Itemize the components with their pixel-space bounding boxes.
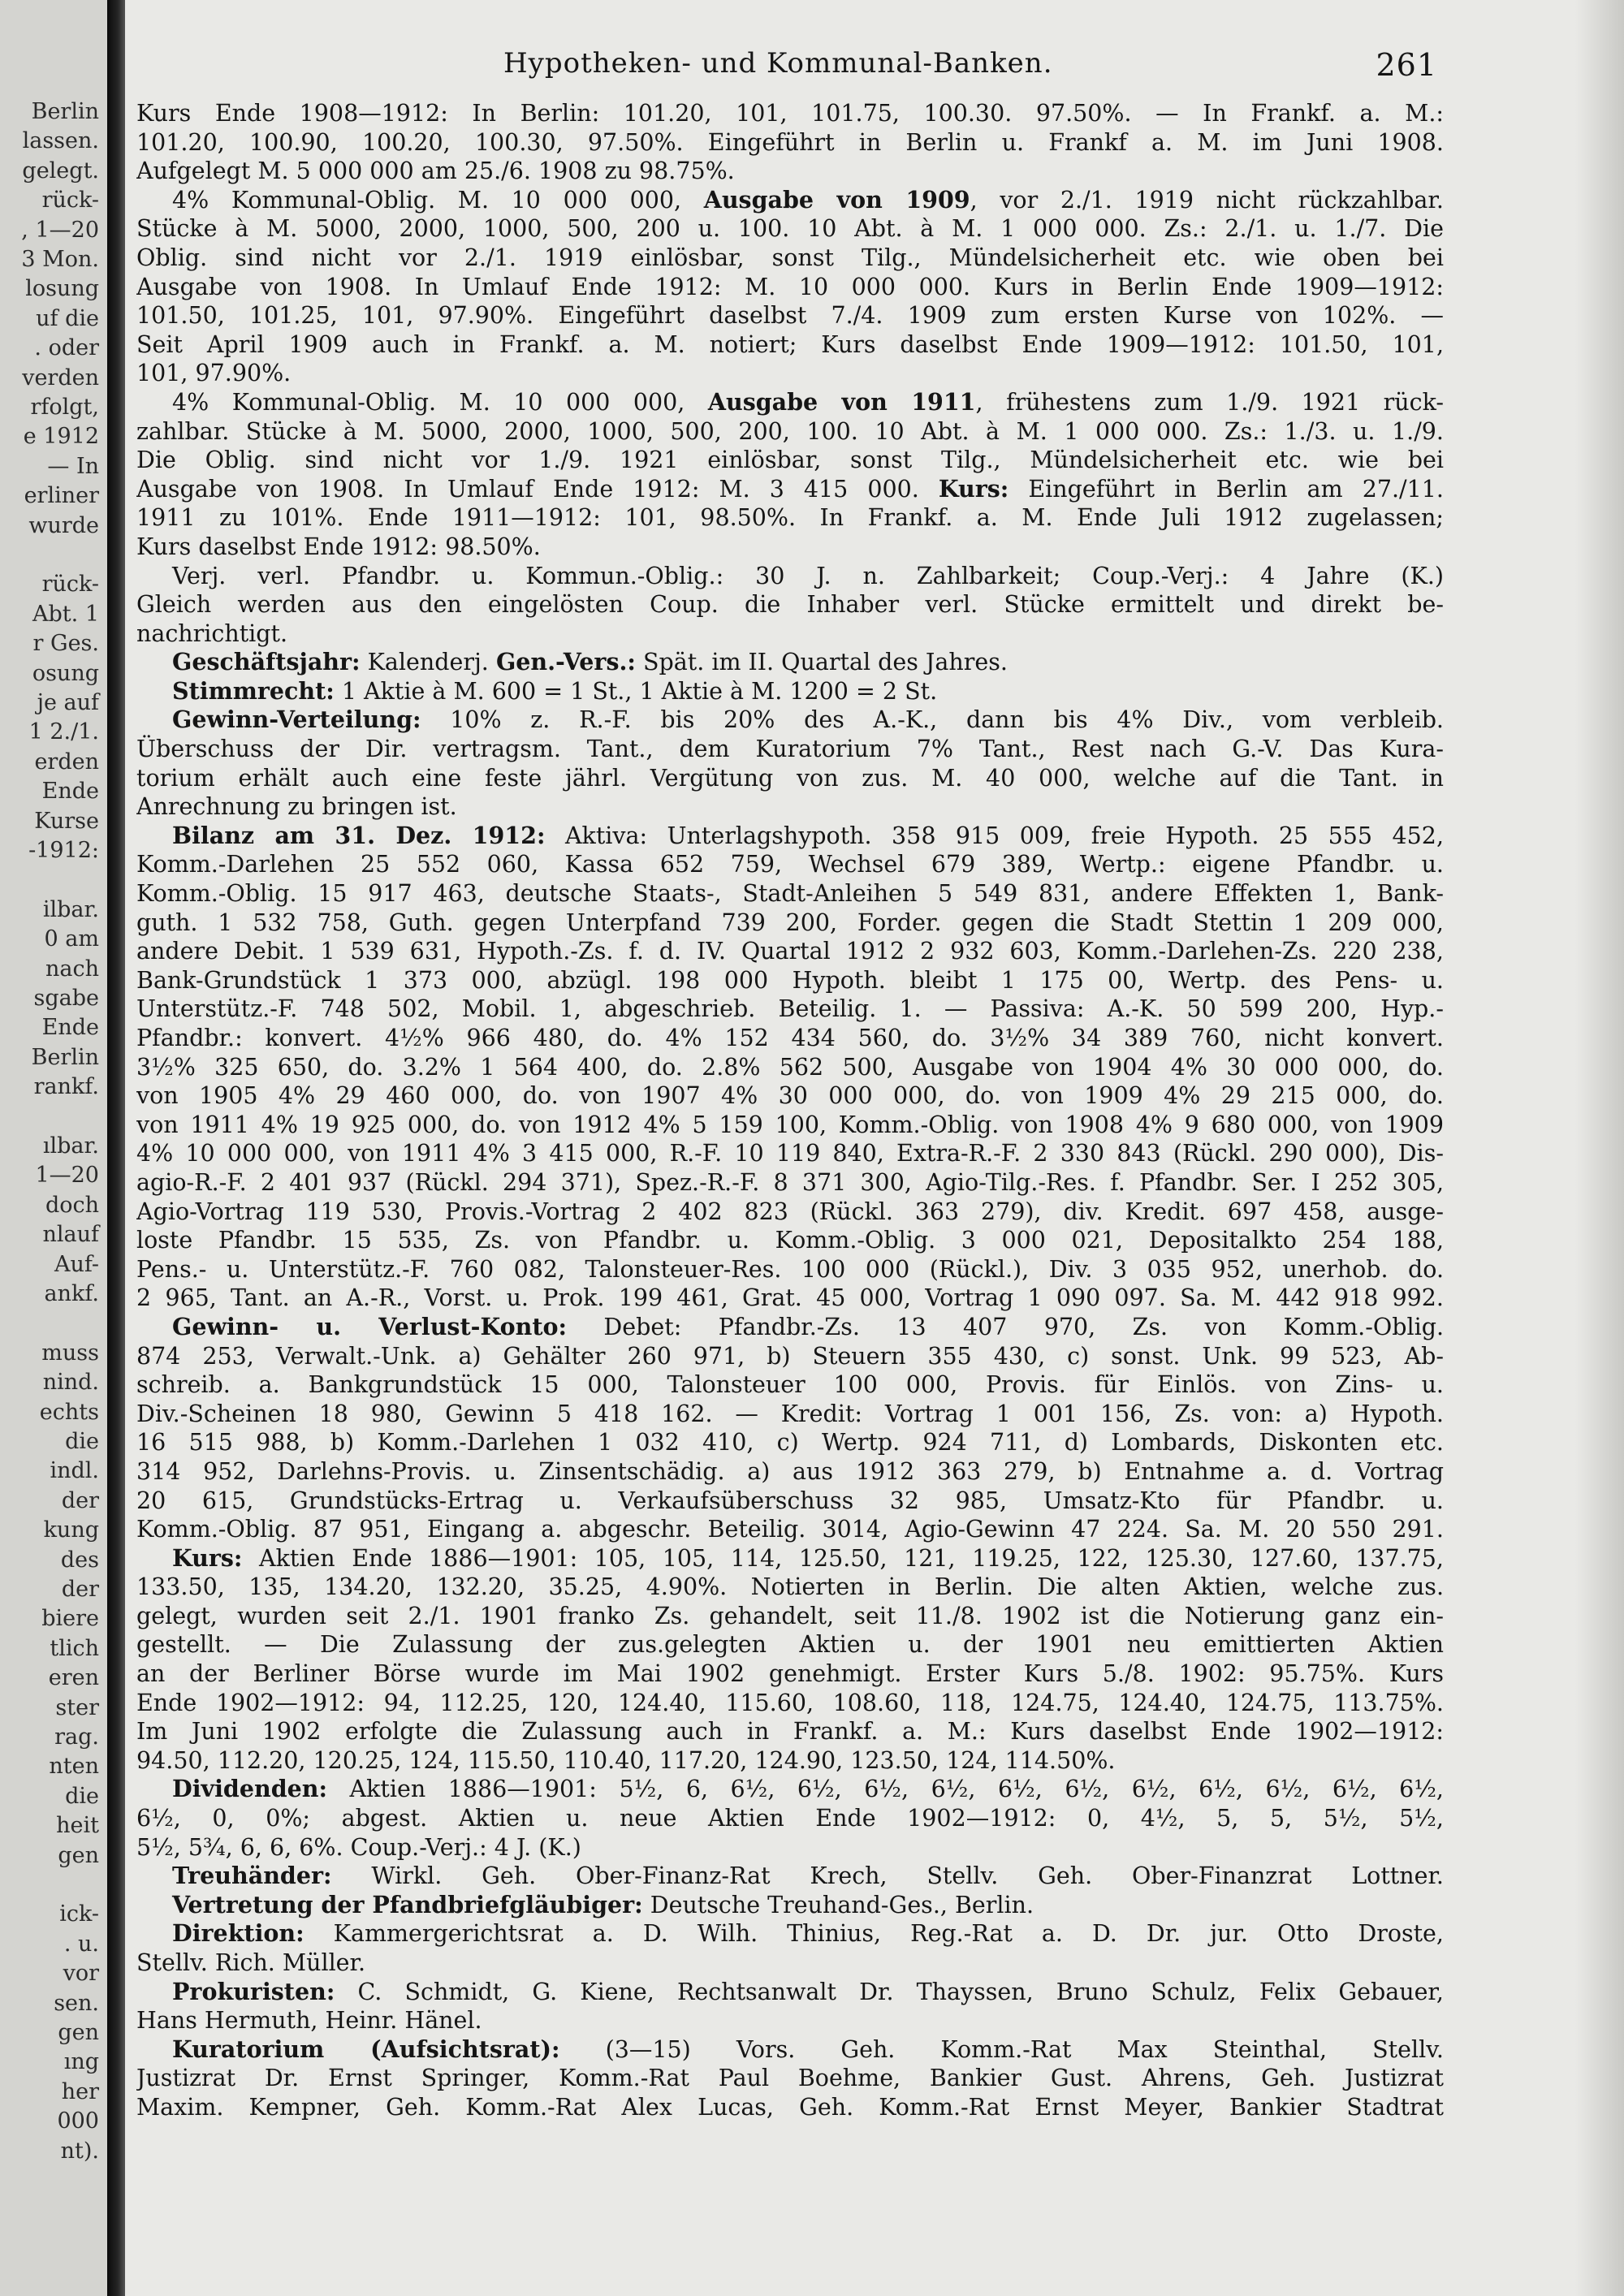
left-fragment-line: heit	[56, 1813, 99, 1839]
text-line: torium erhält auch eine feste jährl. Vergütung von zus. M. 40 000, welche auf die Tant. in	[136, 764, 1444, 792]
left-fragment-line: echts	[39, 1399, 99, 1425]
left-fragment-line: 1 2./1.	[28, 719, 99, 745]
left-fragment-line: , 1—20	[21, 217, 99, 243]
text-line: 101, 97.90%.	[136, 360, 292, 387]
left-fragment-line: rück-	[41, 572, 99, 598]
text-line: von 1911 4% 19 925 000, do. von 1912 4% 5 159 100, Komm.-Oblig. von 1908 4% 9 680 000, von 1909	[136, 1111, 1444, 1138]
text-line: Geschäftsjahr: Kalenderj. Gen.-Vers.: Spät. im II. Quartal des Jahres.	[172, 648, 1008, 676]
left-fragment-line: des	[60, 1547, 99, 1573]
left-fragment-line: nt).	[60, 2138, 99, 2164]
text-line: Agio-Vortrag 119 530, Provis.-Vortrag 2 402 823 (Rückl. 363 279), div. Kredit. 697 458, ausge-	[136, 1198, 1444, 1225]
left-fragment-line: ilbar.	[42, 896, 99, 922]
text-line: 4% 10 000 000, von 1911 4% 3 415 000, R.-F. 10 119 840, Extra-R.-F. 2 330 843 (Rückl. 290 000), Dis-	[136, 1140, 1444, 1167]
left-fragment-line: rfolgt,	[30, 395, 99, 420]
left-fragment-line: nind.	[42, 1370, 99, 1396]
left-fragment-line: Abt. 1	[32, 601, 99, 627]
left-page-margin-fragments	[0, 0, 107, 2296]
text-line: Überschuss der Dir. vertragsm. Tant., dem Kuratorium 7% Tant., Rest nach G.-V. Das Kura-	[136, 736, 1444, 763]
text-line: 20 615, Grundstücks-Ertrag u. Verkaufsüberschuss 32 985, Umsatz-Kto für Pfandbr. u.	[136, 1487, 1444, 1514]
left-fragment-line: wurde	[28, 512, 99, 538]
left-fragment-line: die	[65, 1429, 99, 1454]
text-line: Verj. verl. Pfandbr. u. Kommun.-Oblig.: 30 J. n. Zahlbarkeit; Coup.-Verj.: 4 Jahre (K.)	[172, 562, 1444, 589]
left-fragment-line: -1912:	[28, 838, 99, 863]
left-fragment-line: e 1912	[23, 424, 99, 450]
page-header	[503, 47, 1437, 88]
left-fragment-line: sgabe	[33, 986, 99, 1011]
left-fragment-line: Ende	[41, 1015, 99, 1041]
text-line: 874 253, Verwalt.-Unk. a) Gehälter 260 971, b) Steuern 355 430, c) sonst. Unk. 99 523, Ab-	[136, 1342, 1444, 1370]
left-fragment-line: Berlin	[31, 1044, 99, 1070]
text-line: schreib. a. Bankgrundstück 15 000, Talonsteuer 100 000, Provis. für Einlös. von Zins- u.	[136, 1371, 1444, 1399]
left-fragment-line: indl.	[50, 1458, 99, 1484]
left-fragment-line: rankf.	[33, 1074, 99, 1100]
right-edge-shadow	[1575, 0, 1624, 2296]
text-line: Oblig. sind nicht vor 2./1. 1919 einlösbar, sonst Tilg., Mündelsicherheit etc. wie oben bei	[136, 244, 1444, 271]
text-line: Dividenden: Aktien 1886—1901: 5½, 6, 6½, 6½, 6½, 6½, 6½, 6½, 6½, 6½, 6½, 6½, 6½,	[172, 1775, 1444, 1803]
text-line: 5½, 5¾, 6, 6, 6%. Coup.-Verj.: 4 J. (K.)	[136, 1833, 581, 1861]
text-line: nachrichtigt.	[136, 619, 288, 647]
text-line: 101.50, 101.25, 101, 97.90%. Eingeführt daselbst 7./4. 1909 zum ersten Kurse von 102%. —	[136, 302, 1444, 330]
text-line: Kurs Ende 1908—1912: In Berlin: 101.20, 101, 101.75, 100.30. 97.50%. — In Frankf. a. M.:	[136, 100, 1444, 127]
text-line: Bank-Grundstück 1 373 000, abzügl. 198 000 Hypoth. bleibt 1 175 00, Wertp. des Pens- u.	[136, 966, 1444, 994]
text-line: Stellv. Rich. Müller.	[136, 1949, 366, 1976]
left-fragment-line: die	[65, 1783, 99, 1809]
left-fragment-line: 000	[57, 2108, 99, 2134]
left-fragment-line: Ende	[41, 779, 99, 805]
left-fragment-line: — In	[47, 453, 99, 479]
text-line: Seit April 1909 auch in Frankf. a. M. notiert; Kurs daselbst Ende 1909—1912: 101.50, 101,	[136, 330, 1444, 358]
text-line: Die Oblig. sind nicht vor 1./9. 1921 einlösbar, sonst Tilg., Mündelsicherheit etc. wie bei	[136, 447, 1444, 474]
left-fragment-line: rück-	[41, 188, 99, 214]
left-fragment-line: kung	[43, 1517, 99, 1543]
text-line: Ausgabe von 1908. In Umlauf Ende 1912: M. 3 415 000. Kurs: Eingeführt in Berlin am 27./11.	[136, 474, 1444, 503]
text-line: Justizrat Dr. Ernst Springer, Komm.-Rat Paul Boehme, Bankier Gust. Ahrens, Geh. Justizrat	[136, 2065, 1444, 2092]
left-fragment-line: ılbar.	[42, 1133, 99, 1159]
text-line: Ausgabe von 1908. In Umlauf Ende 1912: M. 10 000 000. Kurs in Berlin Ende 1909—1912:	[136, 273, 1444, 300]
text-line: Gewinn- u. Verlust-Konto: Debet: Pfandbr.-Zs. 13 407 970, Zs. von Komm.-Oblig.	[172, 1312, 1444, 1340]
left-fragment-line: vor	[63, 1961, 99, 1987]
text-line: 6½, 0, 0%; abgest. Aktien u. neue Aktien Ende 1902—1912: 0, 4½, 5, 5, 5½, 5½,	[136, 1805, 1444, 1832]
left-fragment-line: muss	[41, 1340, 99, 1366]
text-line: gestellt. — Die Zulassung der zus.gelegten Aktien u. der 1901 neu emittierten Aktien	[136, 1631, 1444, 1659]
text-line: andere Debit. 1 539 631, Hypoth.-Zs. f. d. IV. Quartal 1912 2 932 603, Komm.-Darlehen-Zs. 220 238,	[136, 938, 1444, 965]
text-line: zahlbar. Stücke à M. 5000, 2000, 1000, 500, 200, 100. 10 Abt. à M. 1 000 000. Zs.: 1./3. u. 1./9.	[136, 417, 1444, 445]
left-fragment-line: der	[61, 1487, 99, 1513]
text-line: Vertretung der Pfandbriefgläubiger: Deutsche Treuhand-Ges., Berlin.	[172, 1890, 1034, 1918]
text-line: 4% Kommunal-Oblig. M. 10 000 000, Ausgabe von 1909, vor 2./1. 1919 nicht rückzahlbar.	[172, 185, 1444, 214]
left-fragment-line: Berlin	[31, 99, 99, 124]
left-fragment-line: . oder	[34, 335, 99, 361]
text-line: an der Berliner Börse wurde im Mai 1902 genehmigt. Erster Kurs 5./8. 1902: 95.75%. Kurs	[136, 1660, 1444, 1688]
text-line: Pfandbr.: konvert. 4½% 966 480, do. 4% 152 434 560, do. 3½% 34 389 760, nicht konvert.	[136, 1025, 1444, 1051]
text-line: Unterstütz.-F. 748 502, Mobil. 1, abgeschrieb. Beteilig. 1. — Passiva: A.-K. 50 599 200, Hyp.-	[136, 995, 1444, 1023]
left-fragment-line: rag.	[54, 1724, 99, 1750]
left-fragment-line: ick-	[59, 1901, 99, 1927]
left-fragment-line: doch	[45, 1192, 99, 1218]
left-fragment-line: lassen.	[22, 128, 99, 154]
text-line: 4% Kommunal-Oblig. M. 10 000 000, Ausgabe von 1911, frühestens zum 1./9. 1921 rück-	[172, 387, 1444, 416]
text-line: loste Pfandbr. 15 535, Zs. von Pfandbr. u. Komm.-Oblig. 3 000 021, Depositalkto 254 188,	[136, 1227, 1444, 1254]
left-fragment-line: nlauf	[42, 1222, 99, 1248]
text-line: Aufgelegt M. 5 000 000 am 25./6. 1908 zu 98.75%.	[136, 158, 735, 185]
left-fragment-line: 0 am	[44, 926, 99, 952]
text-line: Stimmrecht: 1 Aktie à M. 600 = 1 St., 1 Aktie à M. 1200 = 2 St.	[172, 676, 938, 705]
left-fragment-line: osung	[32, 660, 99, 686]
text-line: Treuhänder: Wirkl. Geh. Ober-Finanz-Rat Krech, Stellv. Geh. Ober-Finanzrat Lottner.	[172, 1862, 1444, 1890]
text-line: Komm.-Darlehen 25 552 060, Kassa 652 759, Wechsel 679 389, Wertp.: eigene Pfandbr. u.	[136, 851, 1444, 878]
left-fragment-line: uf die	[36, 305, 99, 331]
left-fragment-line: ster	[55, 1694, 99, 1720]
left-fragment-line: sen.	[54, 1990, 99, 2016]
text-line: Stücke à M. 5000, 2000, 1000, 500, 200 u. 100. 10 Abt. à M. 1 000 000. Zs.: 2./1. u. 1./7. Die	[136, 215, 1444, 243]
text-line: Kurs: Aktien Ende 1886—1901: 105, 105, 114, 125.50, 121, 119.25, 122, 125.30, 127.60, 137.75,	[172, 1543, 1444, 1572]
text-line: Komm.-Oblig. 15 917 463, deutsche Staats-, Stadt-Anleihen 5 549 831, andere Effekten 1, Bank-	[136, 880, 1444, 908]
text-line: Prokuristen: C. Schmidt, G. Kiene, Rechtsanwalt Dr. Thayssen, Bruno Schulz, Felix Gebauer,	[172, 1977, 1444, 2005]
text-line: Div.-Scheinen 18 980, Gewinn 5 418 162. — Kredit: Vortrag 1 001 156, Zs. von: a) Hypoth.	[136, 1400, 1444, 1427]
text-line: 2 965, Tant. an A.-R., Vorst. u. Prok. 199 461, Grat. 45 000, Vortrag 1 090 097. Sa. M. 442 918 992.	[136, 1284, 1444, 1312]
page-number: 261	[1376, 47, 1437, 83]
text-line: von 1905 4% 29 460 000, do. von 1907 4% 30 000 000, do. von 1909 4% 29 215 000, do.	[136, 1082, 1444, 1110]
text-line: Direktion: Kammergerichtsrat a. D. Wilh. Thinius, Reg.-Rat a. D. Dr. jur. Otto Droste,	[172, 1919, 1444, 1948]
text-line: Gleich werden aus den eingelösten Coup. die Inhaber verl. Stücke ermittelt und direkt be-	[136, 591, 1444, 619]
text-line: agio-R.-F. 2 401 937 (Rückl. 294 371), Spez.-R.-F. 8 371 300, Agio-Tilg.-Res. f. Pfandbr. Ser. I 252 305,	[136, 1168, 1444, 1196]
left-fragment-line: tlich	[50, 1635, 99, 1661]
left-fragment-line: erden	[34, 749, 99, 775]
left-fragment-line: je auf	[37, 690, 99, 715]
text-line: Im Juni 1902 erfolgte die Zulassung auch in Frankf. a. M.: Kurs daselbst Ende 1902—1912:	[136, 1718, 1444, 1746]
left-fragment-line: 3 Mon.	[21, 247, 99, 272]
left-fragment-line: nach	[45, 956, 99, 982]
text-line: Anrechnung zu bringen ist.	[136, 793, 457, 821]
left-fragment-line: gelegt.	[22, 158, 99, 183]
text-line: 133.50, 135, 134.20, 132.20, 35.25, 4.90%. Notierten in Berlin. Die alten Aktien, welche zus.	[136, 1573, 1444, 1601]
text-line: 94.50, 112.20, 120.25, 124, 115.50, 110.40, 117.20, 124.90, 123.50, 124, 114.50%.	[136, 1746, 1116, 1774]
left-fragment-line: 1—20	[35, 1163, 99, 1189]
left-fragment-line: der	[61, 1577, 99, 1602]
text-line: 1911 zu 101%. Ende 1911—1912: 101, 98.50%. In Frankf. a. M. Ende Juli 1912 zugelassen;	[136, 504, 1444, 532]
left-fragment-line: gen	[58, 2020, 99, 2045]
left-fragment-line: verden	[22, 365, 99, 391]
text-line: 101.20, 100.90, 100.20, 100.30, 97.50%. Eingeführt in Berlin u. Frankf a. M. im Juni 1908.	[136, 128, 1444, 156]
left-fragment-line: her	[61, 2078, 99, 2104]
text-line: guth. 1 532 758, Guth. gegen Unterpfand 739 200, Forder. gegen die Stadt Stettin 1 209 000,	[136, 908, 1444, 936]
text-line: Pens.- u. Unterstütz.-F. 760 082, Talonsteuer-Res. 100 000 (Rückl.), Div. 3 035 952, unerhob. do.	[136, 1255, 1444, 1283]
left-fragment-line: eren	[48, 1665, 99, 1691]
text-line: Ende 1902—1912: 94, 112.25, 120, 124.40, 115.60, 108.60, 118, 124.75, 124.40, 124.75, 113.75%.	[136, 1689, 1444, 1716]
text-line: 314 952, Darlehns-Provis. u. Zinsentschädig. a) aus 1912 363 279, b) Entnahme a. d. Vortrag	[136, 1457, 1444, 1485]
left-fragment-line: biere	[41, 1606, 99, 1632]
left-fragment-line: erliner	[24, 483, 99, 509]
text-line: gelegt, wurden seit 2./1. 1901 franko Zs. gehandelt, seit 11./8. 1902 ist die Notierung ganz ein-	[136, 1602, 1444, 1629]
left-fragment-line: gen	[58, 1842, 99, 1868]
left-fragment-line: Kurse	[34, 808, 99, 834]
page-gutter-shadow	[107, 0, 125, 2296]
left-fragment-line: ıng	[63, 2049, 99, 2075]
text-line: Hans Hermuth, Heinr. Hänel.	[136, 2007, 482, 2035]
text-line: Komm.-Oblig. 87 951, Eingang a. abgeschr. Beteilig. 3014, Agio-Gewinn 47 224. Sa. M. 20 550 291.	[136, 1516, 1444, 1543]
left-fragment-line: nten	[49, 1754, 99, 1780]
text-line: 16 515 988, b) Komm.-Darlehen 1 032 410, c) Wertp. 924 711, d) Lombards, Diskonten etc.	[136, 1429, 1444, 1457]
text-line: Bilanz am 31. Dez. 1912: Aktiva: Unterlagshypoth. 358 915 009, freie Hypoth. 25 555 452,	[172, 821, 1444, 849]
page-title: Hypotheken- und Kommunal-Banken.	[503, 47, 1053, 80]
text-line: Gewinn-Verteilung: 10% z. R.-F. bis 20% des A.-K., dann bis 4% Div., vom verbleib.	[172, 706, 1444, 734]
text-line: Kurs daselbst Ende 1912: 98.50%.	[136, 533, 541, 560]
left-fragment-line: Auf-	[54, 1251, 99, 1277]
left-fragment-line: . u.	[63, 1931, 99, 1957]
left-fragment-line: ankf.	[44, 1281, 99, 1306]
left-fragment-line: losung	[25, 276, 99, 302]
left-fragment-line: r Ges.	[32, 631, 99, 657]
text-line: Maxim. Kempner, Geh. Komm.-Rat Alex Lucas, Geh. Komm.-Rat Ernst Meyer, Bankier Stadtrat	[136, 2093, 1444, 2121]
body-text	[136, 99, 1444, 2122]
text-line: 3½% 325 650, do. 3.2% 1 564 400, do. 2.8% 562 500, Ausgabe von 1904 4% 30 000 000, do.	[136, 1053, 1444, 1081]
text-line: Kuratorium (Aufsichtsrat): (3—15) Vors. Geh. Komm.-Rat Max Steinthal, Stellv.	[172, 2035, 1444, 2063]
